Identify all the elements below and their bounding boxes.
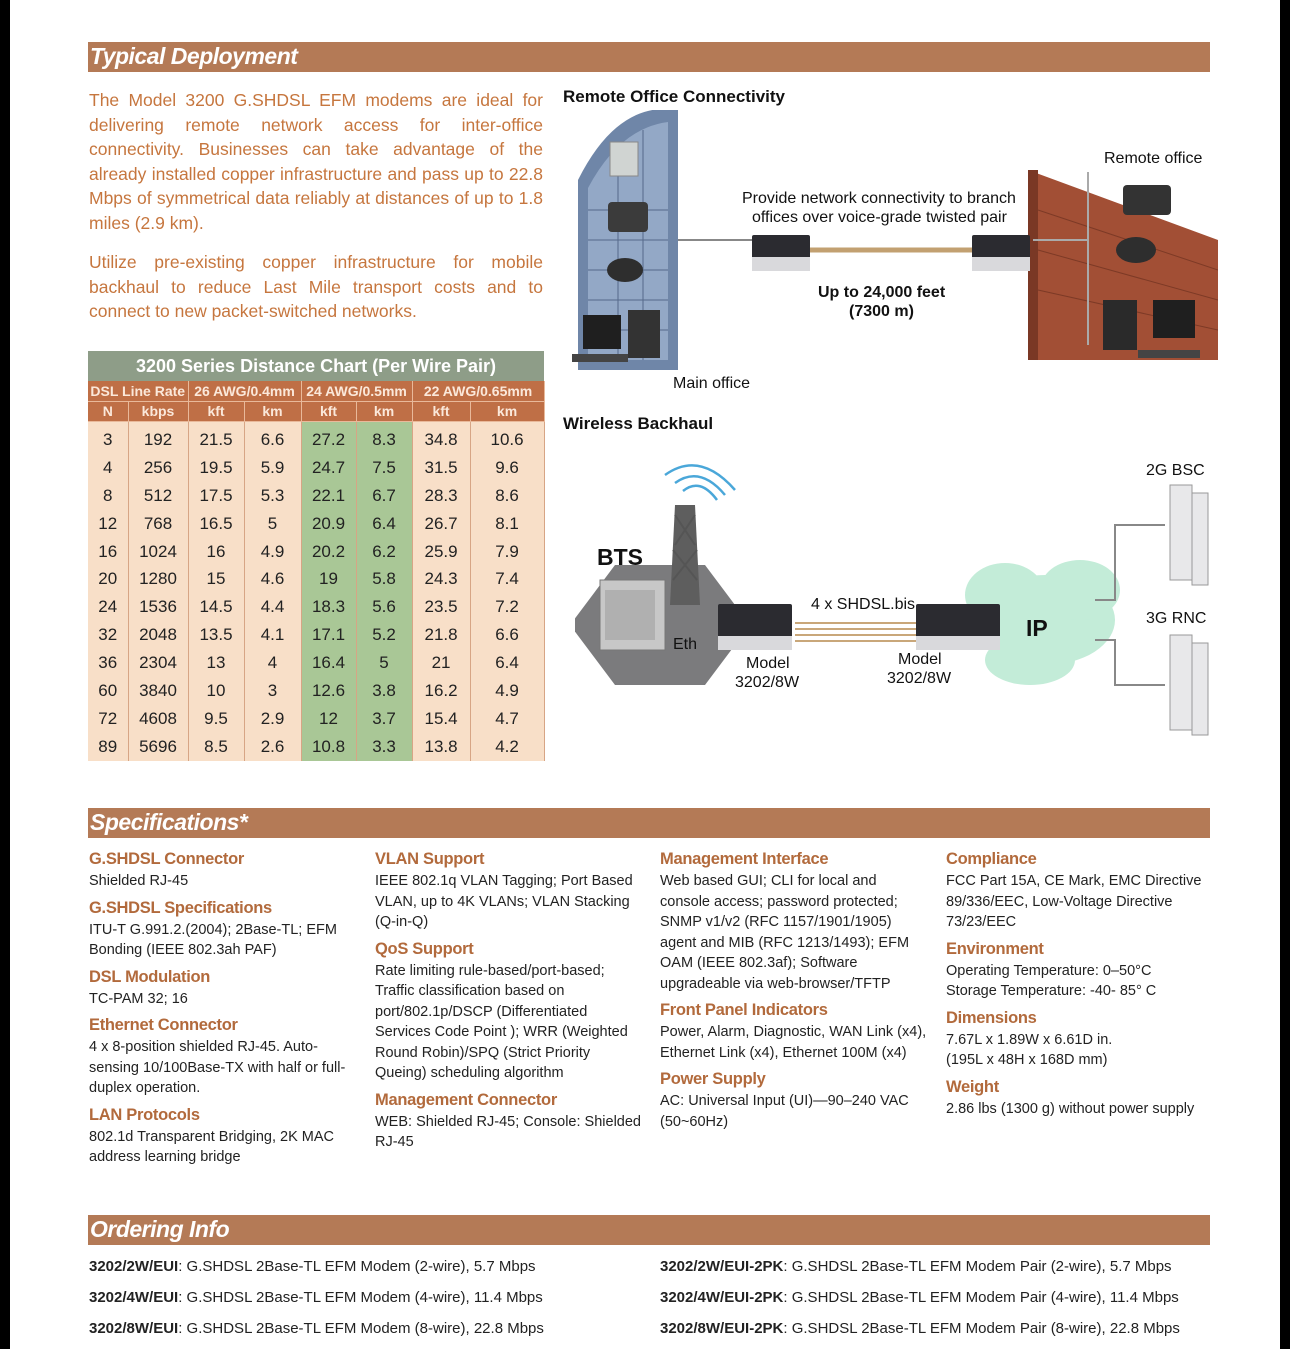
unit-header: kbps <box>128 401 188 421</box>
table-cell: 28.3 <box>412 482 470 510</box>
ordering-description: : G.SHDSL 2Base-TL EFM Modem Pair (2-wire), 5.7 Mbps <box>783 1258 1172 1275</box>
table-cell: 192 <box>128 426 188 454</box>
table-cell: 6.4 <box>356 510 412 538</box>
table-cell: 5.2 <box>356 621 412 649</box>
table-cell: 17.1 <box>301 621 356 649</box>
column-group-header: 24 AWG/0.5mm <box>301 381 412 401</box>
table-cell: 6.6 <box>244 426 301 454</box>
table-cell: 27.2 <box>301 426 356 454</box>
table-cell: 1024 <box>128 538 188 566</box>
spec-title: Ethernet Connector <box>89 1016 238 1034</box>
table-cell: 17.5 <box>188 482 244 510</box>
spec-title: Environment <box>946 939 1044 958</box>
ordering-code: 3202/2W/EUI-2PK <box>660 1258 784 1275</box>
table-cell: 18.3 <box>301 593 356 621</box>
table-cell: 20.2 <box>301 538 356 566</box>
ordering-item <box>660 1258 1172 1275</box>
ordering-code: 3202/4W/EUI-2PK <box>660 1289 784 1306</box>
spec-body: WEB: Shielded RJ-45; Console: Shielded RJ-45 <box>375 1113 641 1150</box>
table-cell: 24 <box>88 593 128 621</box>
unit-header: km <box>470 401 544 421</box>
spec-body: Operating Temperature: 0–50°C Storage Temperature: -40- 85° C <box>946 962 1157 999</box>
modem-device <box>718 604 792 650</box>
table-cell: 10.8 <box>301 733 356 761</box>
table-cell: 21.8 <box>412 621 470 649</box>
section-heading: Ordering Info <box>90 1216 230 1242</box>
table-cell: 20 <box>88 565 128 593</box>
link-label: 4 x SHDSL.bis <box>811 596 916 613</box>
table-cell: 13.8 <box>412 733 470 761</box>
table-row <box>88 565 544 593</box>
table-cell: 13 <box>188 649 244 677</box>
ordering-description: : G.SHDSL 2Base-TL EFM Modem Pair (4-wire), 11.4 Mbps <box>783 1289 1179 1306</box>
table-cell: 3840 <box>128 677 188 705</box>
spec-title: Power Supply <box>660 1070 766 1088</box>
spec-title: Dimensions <box>946 1008 1037 1027</box>
ordering-description: : G.SHDSL 2Base-TL EFM Modem (8-wire), 22.8 Mbps <box>178 1320 544 1337</box>
model-label: Model <box>898 651 942 668</box>
table-cell: 7.5 <box>356 454 412 482</box>
spec-body: 2.86 lbs (1300 g) without power supply <box>946 1100 1195 1117</box>
table-cell: 21.5 <box>188 426 244 454</box>
table-cell: 31.5 <box>412 454 470 482</box>
ordering-item <box>89 1320 544 1337</box>
distance-chart <box>88 351 544 761</box>
ordering-item <box>660 1289 1179 1306</box>
spec-body: Shielded RJ-45 <box>89 873 189 889</box>
spec-title: DSL Modulation <box>89 967 211 986</box>
table-cell: 10.6 <box>470 426 544 454</box>
table-cell: 60 <box>88 677 128 705</box>
table-cell: 5.8 <box>356 565 412 593</box>
table-cell: 3.7 <box>356 705 412 733</box>
spec-body: Web based GUI; CLI for local and console access; password protected; SNMP v1/v2 (RFC 1157/1901/1905) agent and MIB (RFC 1213/1493); EFM OAM (IEEE 802.3af); Software upgradeable via web-browser/TFTP <box>660 873 910 992</box>
table-cell: 36 <box>88 649 128 677</box>
unit-header: kft <box>412 401 470 421</box>
table-cell: 13.5 <box>188 621 244 649</box>
spec-title: QoS Support <box>375 939 474 958</box>
ordering-code: 3202/8W/EUI <box>89 1320 179 1337</box>
table-cell: 16.5 <box>188 510 244 538</box>
spec-body: Rate limiting rule-based/port-based; Traffic classification based on port/802.1p/DSCP (Differentiated Services Code Point ); WRR (Weighted Round Robin)/SPQ (Strict Priority Queing) scheduling algorithm <box>375 962 628 1081</box>
section-bar-typical-deployment <box>88 42 1210 72</box>
ordering-description: : G.SHDSL 2Base-TL EFM Modem (4-wire), 11.4 Mbps <box>178 1289 543 1306</box>
table-row <box>88 593 544 621</box>
table-cell: 4.1 <box>244 621 301 649</box>
model-label: 3202/8W <box>887 670 952 687</box>
distance-chart-title: 3200 Series Distance Chart (Per Wire Pair) <box>88 351 544 381</box>
table-cell: 5 <box>244 510 301 538</box>
table-cell: 3.8 <box>356 677 412 705</box>
intro-paragraph: Utilize pre-existing copper infrastructure for mobile backhaul to reduce Last Mile transport costs and to connect to new packet-switched networks. <box>89 252 543 321</box>
table-cell: 6.4 <box>470 649 544 677</box>
table-cell: 4.9 <box>244 538 301 566</box>
table-cell: 7.9 <box>470 538 544 566</box>
ordering-item <box>89 1289 543 1306</box>
unit-header: km <box>356 401 412 421</box>
intro-paragraph: The Model 3200 G.SHDSL EFM modems are ideal for delivering remote network access for inter-office connectivity. Businesses can take advantage of the already installed copper infrastructure and pass up to 22.8 Mbps of symmetrical data reliably at distances of up to 1.8 miles (2.9 km). <box>89 90 543 233</box>
table-cell: 4.6 <box>244 565 301 593</box>
table-cell: 3.3 <box>356 733 412 761</box>
table-cell: 32 <box>88 621 128 649</box>
modem-device <box>972 235 1030 271</box>
table-cell: 4.4 <box>244 593 301 621</box>
table-cell: 21 <box>412 649 470 677</box>
spec-title: G.SHDSL Specifications <box>89 898 272 917</box>
table-cell: 16.2 <box>412 677 470 705</box>
spec-body: Power, Alarm, Diagnostic, WAN Link (x4), Ethernet Link (x4), Ethernet 100M (x4) <box>660 1024 927 1061</box>
table-cell: 4 <box>88 454 128 482</box>
table-cell: 7.4 <box>470 565 544 593</box>
bts-label: BTS <box>597 544 643 570</box>
table-row <box>88 426 544 454</box>
spec-body: 7.67L x 1.89W x 6.61D in. (195L x 48H x 168D mm) <box>946 1031 1113 1068</box>
spec-title: Weight <box>946 1077 999 1096</box>
table-cell: 8.1 <box>470 510 544 538</box>
table-cell: 8.5 <box>188 733 244 761</box>
table-cell: 1280 <box>128 565 188 593</box>
table-cell: 2.6 <box>244 733 301 761</box>
table-cell: 25.9 <box>412 538 470 566</box>
section-bar-ordering-info <box>88 1215 1210 1245</box>
distance-table <box>88 381 545 761</box>
spec-body: 802.1d Transparent Bridging, 2K MAC address learning bridge <box>89 1128 335 1165</box>
table-cell: 6.7 <box>356 482 412 510</box>
spec-title: Compliance <box>946 850 1037 868</box>
spec-title: VLAN Support <box>375 850 485 868</box>
eth-label: Eth <box>673 636 698 653</box>
table-cell: 8.6 <box>470 482 544 510</box>
table-cell: 15.4 <box>412 705 470 733</box>
table-cell: 23.5 <box>412 593 470 621</box>
table-cell: 5.3 <box>244 482 301 510</box>
spec-body: FCC Part 15A, CE Mark, EMC Directive 89/336/EEC, Low-Voltage Directive 73/23/EEC <box>946 873 1202 930</box>
table-row <box>88 621 544 649</box>
diagram-caption: offices over voice-grade twisted pair <box>752 209 1007 226</box>
ordering-code: 3202/4W/EUI <box>89 1289 179 1306</box>
spec-title: G.SHDSL Connector <box>89 850 245 868</box>
table-cell: 7.2 <box>470 593 544 621</box>
table-row <box>88 705 544 733</box>
table-cell: 12 <box>301 705 356 733</box>
column-group-header: 22 AWG/0.65mm <box>412 381 544 401</box>
table-cell: 24.7 <box>301 454 356 482</box>
modem-device <box>752 235 810 271</box>
table-cell: 22.1 <box>301 482 356 510</box>
main-office-label: Main office <box>673 375 751 392</box>
table-cell: 3 <box>244 677 301 705</box>
table-row <box>88 538 544 566</box>
table-cell: 2304 <box>128 649 188 677</box>
table-cell: 6.2 <box>356 538 412 566</box>
remote-office-label: Remote office <box>1104 150 1203 167</box>
spec-body: AC: Universal Input (UI)—90–240 VAC (50~60Hz) <box>660 1093 909 1130</box>
table-cell: 9.6 <box>470 454 544 482</box>
table-cell: 20.9 <box>301 510 356 538</box>
ip-label: IP <box>1026 615 1048 641</box>
spec-body: TC-PAM 32; 16 <box>89 990 188 1007</box>
table-cell: 12.6 <box>301 677 356 705</box>
table-cell: 4 <box>244 649 301 677</box>
table-cell: 16.4 <box>301 649 356 677</box>
ordering-code: 3202/8W/EUI-2PK <box>660 1320 784 1337</box>
unit-header: N <box>88 401 128 421</box>
section-heading: Typical Deployment <box>90 43 298 69</box>
distance-label: Up to 24,000 feet <box>818 284 946 301</box>
table-cell: 2.9 <box>244 705 301 733</box>
spec-column <box>660 850 928 1132</box>
table-cell: 9.5 <box>188 705 244 733</box>
table-cell: 72 <box>88 705 128 733</box>
section-bar-specifications <box>88 808 1210 838</box>
unit-header: km <box>244 401 301 421</box>
table-cell: 5 <box>356 649 412 677</box>
table-cell: 1536 <box>128 593 188 621</box>
table-cell: 3 <box>88 426 128 454</box>
modem-device <box>916 604 1000 650</box>
bsc-label: 2G BSC <box>1146 462 1205 479</box>
diagram-caption: Provide network connectivity to branch <box>742 190 1016 207</box>
unit-header: kft <box>188 401 244 421</box>
table-cell: 16 <box>88 538 128 566</box>
table-cell: 12 <box>88 510 128 538</box>
section-heading: Specifications* <box>90 809 248 835</box>
table-cell: 10 <box>188 677 244 705</box>
table-cell: 8.3 <box>356 426 412 454</box>
table-cell: 24.3 <box>412 565 470 593</box>
table-cell: 14.5 <box>188 593 244 621</box>
model-label: Model <box>746 655 790 672</box>
diagram-title: Wireless Backhaul <box>563 414 714 433</box>
table-cell: 4.7 <box>470 705 544 733</box>
table-cell: 2048 <box>128 621 188 649</box>
table-cell: 4608 <box>128 705 188 733</box>
table-cell: 34.8 <box>412 426 470 454</box>
distance-label: (7300 m) <box>849 303 914 320</box>
unit-header: kft <box>301 401 356 421</box>
diagram-title: Remote Office Connectivity <box>563 87 785 106</box>
table-row <box>88 510 544 538</box>
ordering-item <box>89 1258 536 1275</box>
spec-body: 4 x 8-position shielded RJ-45. Auto-sensing 10/100Base-TX with half or full-duplex operation. <box>89 1039 346 1096</box>
spec-column <box>375 850 643 1153</box>
ordering-description: : G.SHDSL 2Base-TL EFM Modem Pair (8-wire), 22.8 Mbps <box>783 1320 1180 1337</box>
ordering-code: 3202/2W/EUI <box>89 1258 179 1275</box>
spec-body: ITU-T G.991.2.(2004); 2Base-TL; EFM Bonding (IEEE 802.3ah PAF) <box>89 921 337 958</box>
table-cell: 5.9 <box>244 454 301 482</box>
table-cell: 19.5 <box>188 454 244 482</box>
table-cell: 6.6 <box>470 621 544 649</box>
table-cell: 512 <box>128 482 188 510</box>
table-row <box>88 733 544 761</box>
table-row <box>88 482 544 510</box>
table-cell: 768 <box>128 510 188 538</box>
column-group-header: 26 AWG/0.4mm <box>188 381 301 401</box>
table-cell: 4.2 <box>470 733 544 761</box>
spec-title: Management Interface <box>660 850 829 868</box>
table-row <box>88 454 544 482</box>
table-cell: 256 <box>128 454 188 482</box>
table-cell: 26.7 <box>412 510 470 538</box>
datasheet-page <box>10 0 1280 1349</box>
table-cell: 15 <box>188 565 244 593</box>
table-cell: 5696 <box>128 733 188 761</box>
rnc-label: 3G RNC <box>1146 610 1207 627</box>
table-row <box>88 649 544 677</box>
spec-title: Front Panel Indicators <box>660 1001 828 1019</box>
table-cell: 16 <box>188 538 244 566</box>
spec-body: IEEE 802.1q VLAN Tagging; Port Based VLAN, up to 4K VLANs; VLAN Stacking (Q-in-Q) <box>375 873 633 930</box>
table-cell: 8 <box>88 482 128 510</box>
table-cell: 4.9 <box>470 677 544 705</box>
table-cell: 89 <box>88 733 128 761</box>
table-cell: 19 <box>301 565 356 593</box>
spec-title: Management Connector <box>375 1090 557 1109</box>
spec-column <box>946 850 1214 1119</box>
ordering-item <box>660 1320 1180 1337</box>
ordering-description: : G.SHDSL 2Base-TL EFM Modem (2-wire), 5.7 Mbps <box>178 1258 536 1275</box>
table-row <box>88 677 544 705</box>
model-label: 3202/8W <box>735 674 800 691</box>
spec-title: LAN Protocols <box>89 1105 200 1124</box>
column-group-header: DSL Line Rate <box>88 381 188 401</box>
table-cell: 5.6 <box>356 593 412 621</box>
spec-column <box>89 850 357 1168</box>
